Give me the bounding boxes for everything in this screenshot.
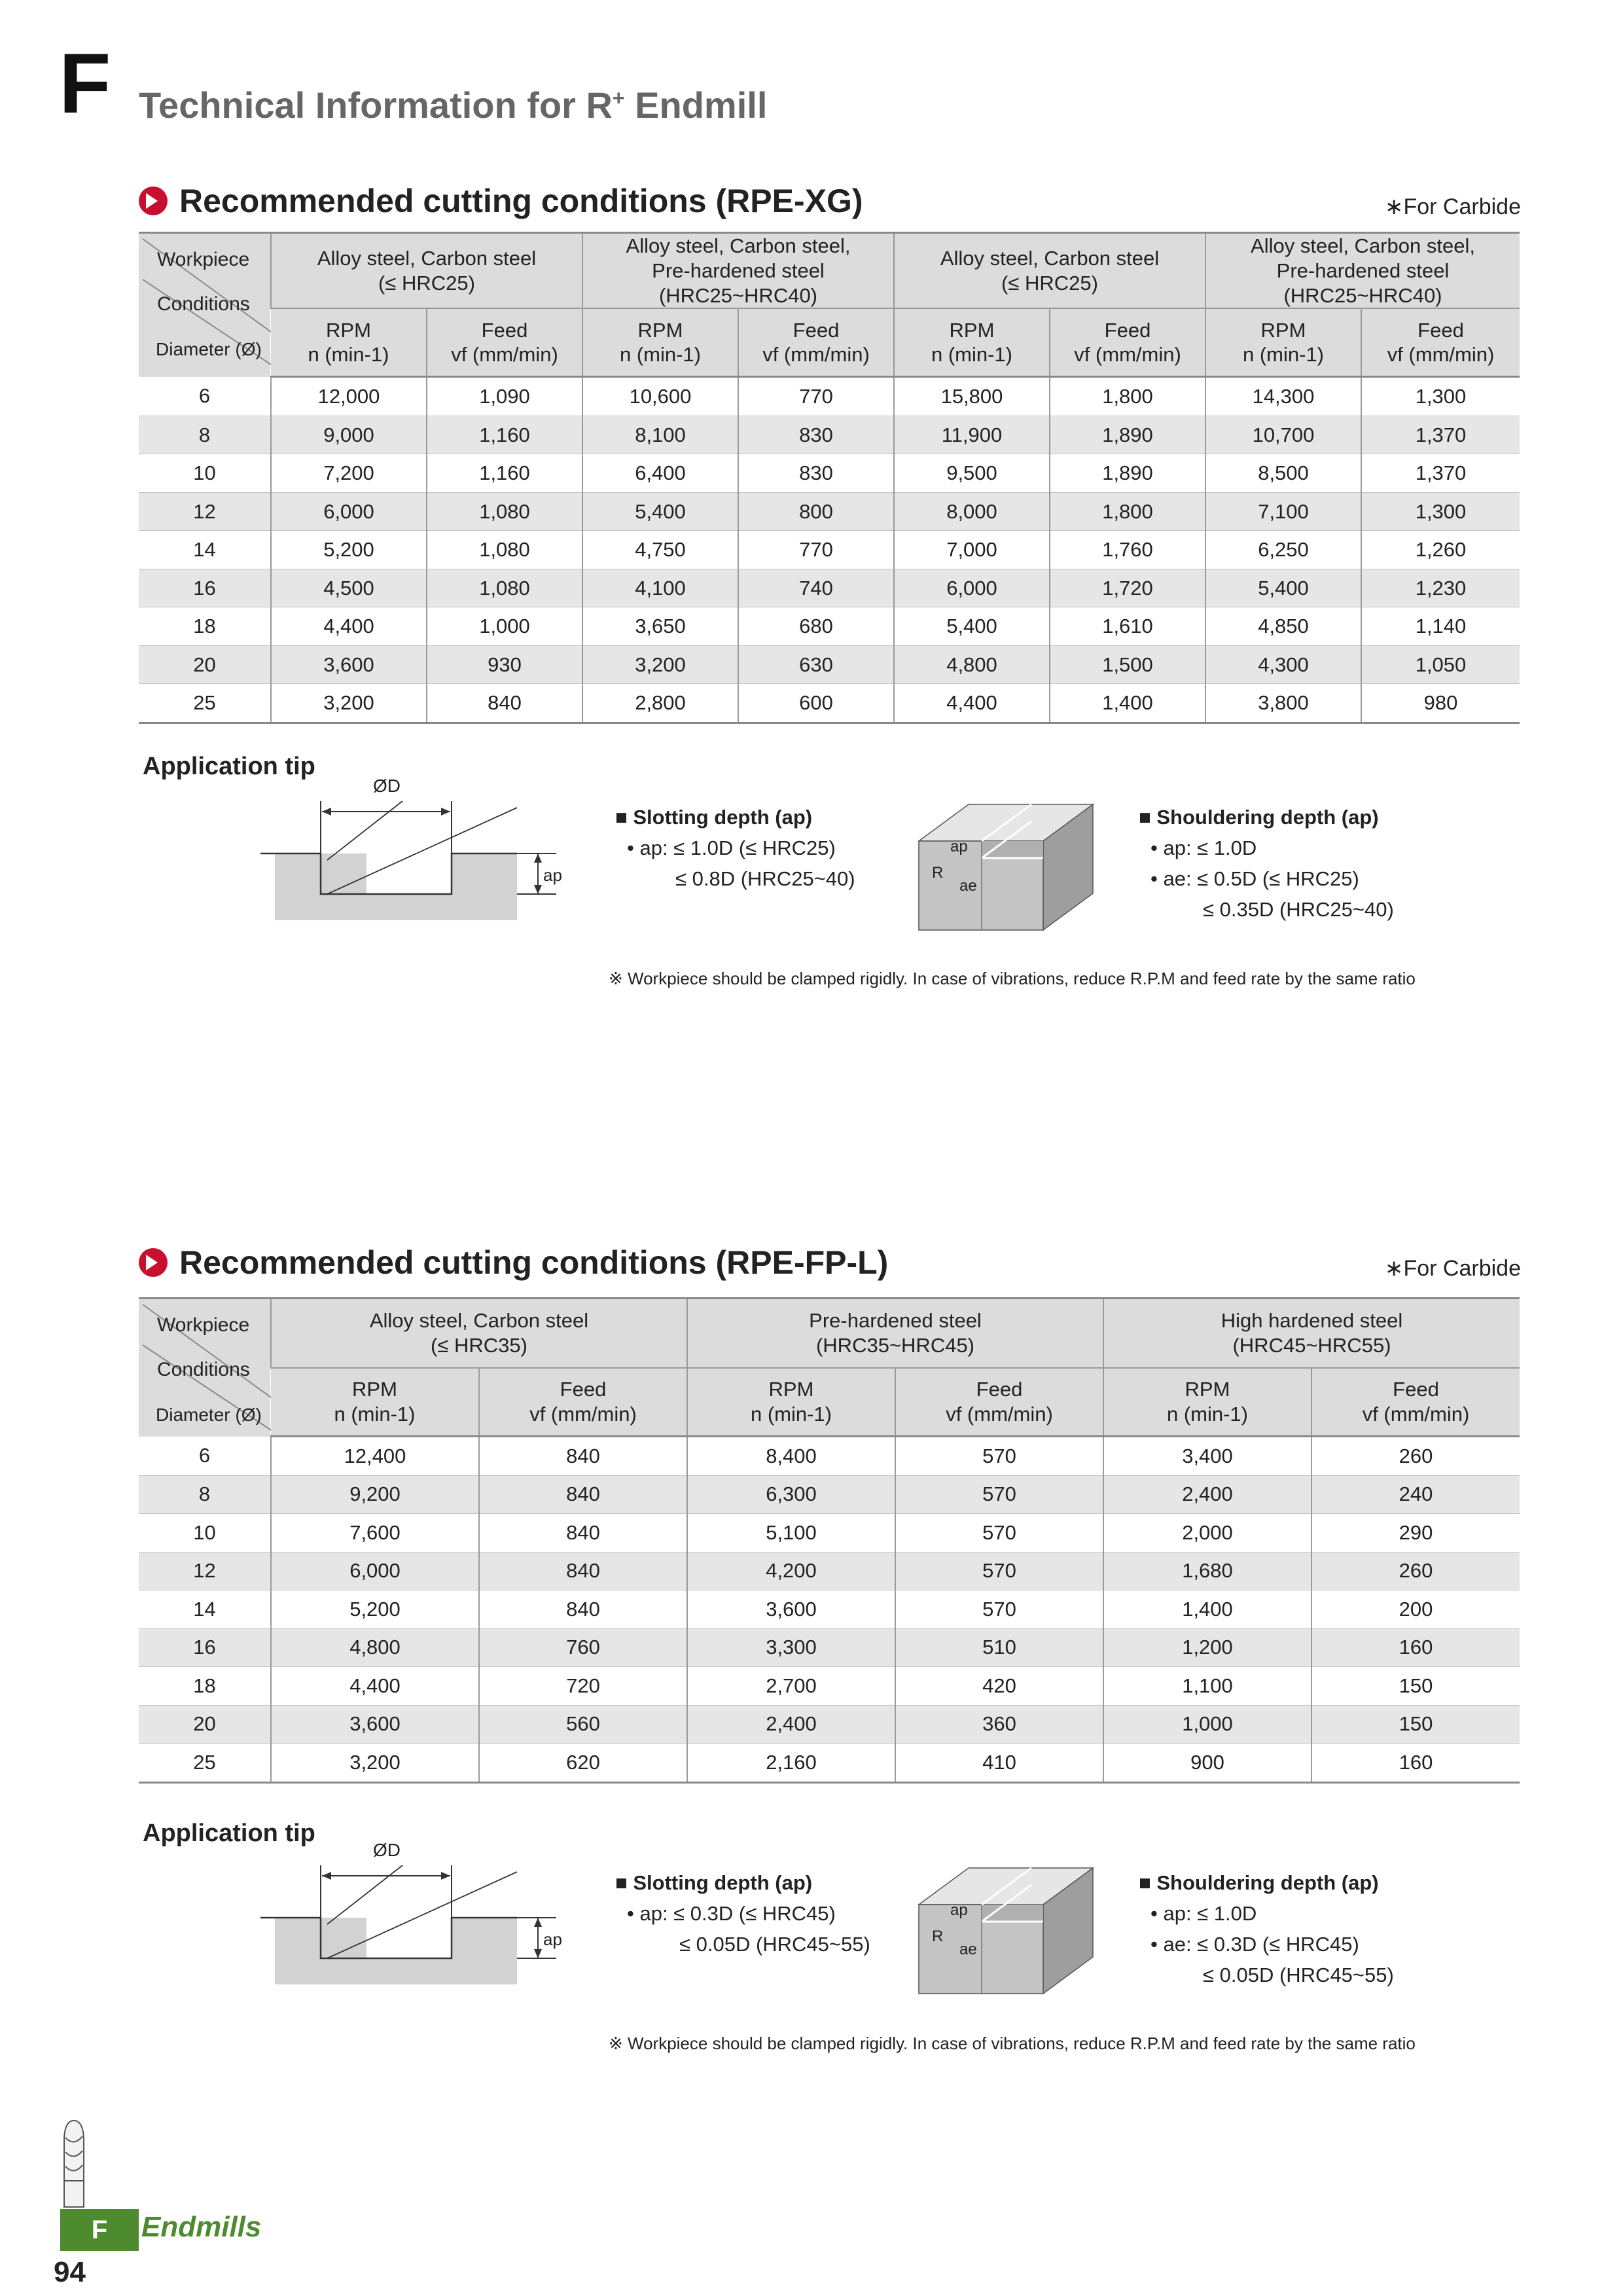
table-row bbox=[139, 607, 1520, 646]
value-cell: 1,050 bbox=[1361, 645, 1520, 684]
shouldering-line: ≤ 0.05D (HRC45~55) bbox=[1203, 1964, 1394, 1986]
value-cell: 600 bbox=[738, 684, 894, 723]
value-cell: 290 bbox=[1311, 1514, 1520, 1552]
rpm-header: RPM n (min-1) bbox=[271, 1368, 479, 1437]
cutting-conditions-table-rpe-xg bbox=[139, 232, 1520, 724]
value-cell: 15,800 bbox=[894, 377, 1050, 416]
value-cell: 150 bbox=[1311, 1667, 1520, 1706]
diameter-cell: 18 bbox=[139, 607, 271, 646]
value-cell: 1,080 bbox=[427, 492, 582, 531]
value-cell: 1,680 bbox=[1103, 1552, 1311, 1590]
value-cell: 1,140 bbox=[1361, 607, 1520, 646]
value-cell: 1,800 bbox=[1050, 377, 1205, 416]
diameter-label: Diameter (Ø) bbox=[156, 339, 262, 359]
value-cell: 4,800 bbox=[271, 1628, 479, 1667]
diameter-cell: 6 bbox=[139, 377, 271, 416]
group-header: Alloy steel, Carbon steel (≤ HRC35) bbox=[271, 1299, 687, 1369]
value-cell: 11,900 bbox=[894, 416, 1050, 454]
ae-label: ae bbox=[959, 877, 977, 895]
conditions-label: Conditions bbox=[157, 293, 250, 315]
value-cell: 1,160 bbox=[427, 454, 582, 493]
value-cell: 680 bbox=[738, 607, 894, 646]
value-cell: 6,300 bbox=[687, 1475, 895, 1514]
section-heading-rpe-xg bbox=[139, 182, 863, 220]
value-cell: 4,400 bbox=[271, 607, 427, 646]
value-cell: 740 bbox=[738, 569, 894, 607]
diameter-cell: 18 bbox=[139, 1667, 271, 1706]
conditions-label: Conditions bbox=[157, 1359, 250, 1380]
value-cell: 360 bbox=[895, 1705, 1103, 1744]
footer-category: Endmills bbox=[141, 2211, 262, 2243]
group-header: Alloy steel, Carbon steel, Pre-hardened steel (HRC25~HRC40) bbox=[1205, 233, 1520, 309]
value-cell: 1,400 bbox=[1103, 1590, 1311, 1629]
value-cell: 570 bbox=[895, 1590, 1103, 1629]
value-cell: 160 bbox=[1311, 1628, 1520, 1667]
diameter-cell: 6 bbox=[139, 1437, 271, 1476]
value-cell: 10,600 bbox=[582, 377, 738, 416]
value-cell: 9,000 bbox=[271, 416, 427, 454]
value-cell: 14,300 bbox=[1205, 377, 1361, 416]
value-cell: 260 bbox=[1311, 1552, 1520, 1590]
value-cell: 1,890 bbox=[1050, 454, 1205, 493]
ap-label: ap bbox=[543, 865, 562, 885]
ap-label: ap bbox=[950, 838, 968, 855]
page-number: 94 bbox=[54, 2256, 86, 2288]
shouldering-line: ≤ 0.35D (HRC25~40) bbox=[1203, 898, 1394, 921]
table-row bbox=[139, 1437, 1520, 1476]
feed-header: Feed vf (mm/min) bbox=[1050, 308, 1205, 377]
value-cell: 630 bbox=[738, 645, 894, 684]
value-cell: 840 bbox=[479, 1590, 687, 1629]
r-label: R bbox=[932, 864, 944, 882]
value-cell: 410 bbox=[895, 1744, 1103, 1783]
group-header: Alloy steel, Carbon steel, Pre-hardened steel (HRC25~HRC40) bbox=[582, 233, 894, 309]
group-header: Alloy steel, Carbon steel (≤ HRC25) bbox=[894, 233, 1205, 309]
ap-label: ap bbox=[950, 1901, 968, 1919]
rpm-header: RPM n (min-1) bbox=[687, 1368, 895, 1437]
diameter-cell: 16 bbox=[139, 1628, 271, 1667]
r-label: R bbox=[932, 1928, 944, 1945]
value-cell: 3,200 bbox=[271, 684, 427, 723]
feed-header: Feed vf (mm/min) bbox=[738, 308, 894, 377]
value-cell: 840 bbox=[479, 1437, 687, 1476]
value-cell: 10,700 bbox=[1205, 416, 1361, 454]
shouldering-line: • ap: ≤ 1.0D bbox=[1150, 836, 1257, 859]
diameter-cell: 8 bbox=[139, 1475, 271, 1514]
shouldering-block-diagram-1 bbox=[916, 802, 1099, 936]
value-cell: 1,760 bbox=[1050, 531, 1205, 569]
for-carbide-note: ∗For Carbide bbox=[1384, 1256, 1521, 1281]
value-cell: 840 bbox=[427, 684, 582, 723]
value-cell: 4,200 bbox=[687, 1552, 895, 1590]
table-row bbox=[139, 531, 1520, 569]
diameter-cell: 10 bbox=[139, 1514, 271, 1552]
value-cell: 560 bbox=[479, 1705, 687, 1744]
table-row bbox=[139, 1667, 1520, 1706]
group-header: High hardened steel (HRC45~HRC55) bbox=[1103, 1299, 1520, 1369]
table-row bbox=[139, 377, 1520, 416]
page-title-tail: Endmill bbox=[624, 84, 768, 126]
table-row bbox=[139, 1590, 1520, 1629]
value-cell: 240 bbox=[1311, 1475, 1520, 1514]
endmill-icon bbox=[58, 2118, 90, 2210]
value-cell: 1,160 bbox=[427, 416, 582, 454]
value-cell: 6,000 bbox=[894, 569, 1050, 607]
value-cell: 2,000 bbox=[1103, 1514, 1311, 1552]
page-title-sup: + bbox=[612, 86, 625, 110]
arrow-bullet-icon bbox=[139, 1248, 168, 1277]
diameter-cell: 10 bbox=[139, 454, 271, 493]
value-cell: 5,200 bbox=[271, 1590, 479, 1629]
value-cell: 6,000 bbox=[271, 492, 427, 531]
diameter-cell: 12 bbox=[139, 492, 271, 531]
value-cell: 5,400 bbox=[1205, 569, 1361, 607]
value-cell: 6,000 bbox=[271, 1552, 479, 1590]
value-cell: 2,400 bbox=[687, 1705, 895, 1744]
table-body bbox=[139, 377, 1520, 723]
value-cell: 830 bbox=[738, 454, 894, 493]
value-cell: 260 bbox=[1311, 1437, 1520, 1476]
table-row bbox=[139, 1744, 1520, 1783]
value-cell: 2,800 bbox=[582, 684, 738, 723]
value-cell: 1,500 bbox=[1050, 645, 1205, 684]
table-row bbox=[139, 1514, 1520, 1552]
shouldering-heading: ■ Shouldering depth (ap) bbox=[1139, 1871, 1379, 1894]
shouldering-block-diagram-2 bbox=[916, 1865, 1099, 2000]
value-cell: 12,400 bbox=[271, 1437, 479, 1476]
table-row bbox=[139, 1552, 1520, 1590]
value-cell: 3,800 bbox=[1205, 684, 1361, 723]
table-corner-header bbox=[139, 1299, 271, 1437]
value-cell: 900 bbox=[1103, 1744, 1311, 1783]
table-body bbox=[139, 1437, 1520, 1783]
table-row bbox=[139, 454, 1520, 493]
value-cell: 5,400 bbox=[582, 492, 738, 531]
application-tip-title: Application tip bbox=[143, 1820, 315, 1847]
value-cell: 570 bbox=[895, 1552, 1103, 1590]
value-cell: 1,370 bbox=[1361, 416, 1520, 454]
diameter-cell: 25 bbox=[139, 1744, 271, 1783]
value-cell: 420 bbox=[895, 1667, 1103, 1706]
value-cell: 3,600 bbox=[271, 1705, 479, 1744]
table-row bbox=[139, 1628, 1520, 1667]
value-cell: 1,080 bbox=[427, 531, 582, 569]
value-cell: 3,200 bbox=[271, 1744, 479, 1783]
slotting-line: ≤ 0.05D (HRC45~55) bbox=[679, 1933, 870, 1956]
ae-label: ae bbox=[959, 1941, 977, 1958]
shouldering-tip-1 bbox=[1139, 802, 1394, 925]
value-cell: 7,100 bbox=[1205, 492, 1361, 531]
value-cell: 570 bbox=[895, 1514, 1103, 1552]
value-cell: 4,100 bbox=[582, 569, 738, 607]
slotting-tip-1 bbox=[615, 802, 855, 894]
value-cell: 570 bbox=[895, 1475, 1103, 1514]
value-cell: 1,610 bbox=[1050, 607, 1205, 646]
slotting-line: • ap: ≤ 1.0D (≤ HRC25) bbox=[627, 836, 836, 859]
value-cell: 6,250 bbox=[1205, 531, 1361, 569]
diameter-label: Diameter (Ø) bbox=[156, 1405, 262, 1425]
diameter-cell: 8 bbox=[139, 416, 271, 454]
feed-header: Feed vf (mm/min) bbox=[427, 308, 582, 377]
arrow-bullet-icon bbox=[139, 187, 168, 215]
for-carbide-note: ∗For Carbide bbox=[1384, 194, 1521, 219]
value-cell: 840 bbox=[479, 1475, 687, 1514]
table-corner-header bbox=[139, 233, 271, 377]
diameter-cell: 14 bbox=[139, 1590, 271, 1629]
shouldering-heading: ■ Shouldering depth (ap) bbox=[1139, 806, 1379, 829]
workpiece-label: Workpiece bbox=[157, 1314, 250, 1336]
page-title bbox=[139, 84, 767, 126]
section-letter: F bbox=[59, 35, 111, 131]
value-cell: 930 bbox=[427, 645, 582, 684]
slotting-line: ≤ 0.8D (HRC25~40) bbox=[675, 867, 855, 890]
ap-label: ap bbox=[543, 1929, 562, 1949]
value-cell: 9,500 bbox=[894, 454, 1050, 493]
value-cell: 1,080 bbox=[427, 569, 582, 607]
slot-diagram-2 bbox=[255, 1839, 576, 2004]
value-cell: 8,000 bbox=[894, 492, 1050, 531]
diameter-label: ØD bbox=[373, 776, 401, 796]
value-cell: 770 bbox=[738, 377, 894, 416]
value-cell: 4,850 bbox=[1205, 607, 1361, 646]
value-cell: 3,600 bbox=[687, 1590, 895, 1629]
rpm-header: RPM n (min-1) bbox=[271, 308, 427, 377]
value-cell: 4,300 bbox=[1205, 645, 1361, 684]
value-cell: 830 bbox=[738, 416, 894, 454]
diameter-label: ØD bbox=[373, 1840, 401, 1860]
table-row bbox=[139, 684, 1520, 723]
value-cell: 1,000 bbox=[427, 607, 582, 646]
slotting-line: • ap: ≤ 0.3D (≤ HRC45) bbox=[627, 1902, 836, 1925]
value-cell: 9,200 bbox=[271, 1475, 479, 1514]
section-heading-rpe-fp-l bbox=[139, 1244, 888, 1282]
shouldering-line: • ap: ≤ 1.0D bbox=[1150, 1902, 1257, 1925]
value-cell: 160 bbox=[1311, 1744, 1520, 1783]
clamping-note-1: ※ Workpiece should be clamped rigidly. In case of vibrations, reduce R.P.M and feed rate by the same ratio bbox=[609, 969, 1416, 988]
diameter-cell: 25 bbox=[139, 684, 271, 723]
feed-header: Feed vf (mm/min) bbox=[1311, 1368, 1520, 1437]
slotting-heading: ■ Slotting depth (ap) bbox=[615, 1871, 813, 1894]
group-header: Pre-hardened steel (HRC35~HRC45) bbox=[687, 1299, 1103, 1369]
table-row bbox=[139, 492, 1520, 531]
value-cell: 800 bbox=[738, 492, 894, 531]
slot-diagram-1 bbox=[255, 775, 576, 940]
value-cell: 7,600 bbox=[271, 1514, 479, 1552]
value-cell: 8,400 bbox=[687, 1437, 895, 1476]
workpiece-label: Workpiece bbox=[157, 249, 250, 270]
value-cell: 720 bbox=[479, 1667, 687, 1706]
value-cell: 8,100 bbox=[582, 416, 738, 454]
value-cell: 1,100 bbox=[1103, 1667, 1311, 1706]
value-cell: 5,200 bbox=[271, 531, 427, 569]
value-cell: 4,800 bbox=[894, 645, 1050, 684]
group-header: Alloy steel, Carbon steel (≤ HRC25) bbox=[271, 233, 582, 309]
value-cell: 2,400 bbox=[1103, 1475, 1311, 1514]
value-cell: 1,000 bbox=[1103, 1705, 1311, 1744]
value-cell: 2,160 bbox=[687, 1744, 895, 1783]
feed-header: Feed vf (mm/min) bbox=[479, 1368, 687, 1437]
shouldering-line: • ae: ≤ 0.5D (≤ HRC25) bbox=[1150, 867, 1359, 890]
value-cell: 150 bbox=[1311, 1705, 1520, 1744]
value-cell: 6,400 bbox=[582, 454, 738, 493]
cutting-conditions-table-rpe-fp-l bbox=[139, 1297, 1520, 1784]
value-cell: 5,100 bbox=[687, 1514, 895, 1552]
table-row bbox=[139, 1705, 1520, 1744]
value-cell: 1,720 bbox=[1050, 569, 1205, 607]
value-cell: 1,260 bbox=[1361, 531, 1520, 569]
rpm-header: RPM n (min-1) bbox=[1103, 1368, 1311, 1437]
rpm-header: RPM n (min-1) bbox=[582, 308, 738, 377]
value-cell: 4,400 bbox=[894, 684, 1050, 723]
section-heading-text: Recommended cutting conditions (RPE-XG) bbox=[179, 183, 863, 219]
clamping-note-2: ※ Workpiece should be clamped rigidly. In case of vibrations, reduce R.P.M and feed rate by the same ratio bbox=[609, 2034, 1416, 2053]
application-tip-title: Application tip bbox=[143, 753, 315, 780]
table-row bbox=[139, 569, 1520, 607]
value-cell: 200 bbox=[1311, 1590, 1520, 1629]
value-cell: 3,200 bbox=[582, 645, 738, 684]
value-cell: 3,300 bbox=[687, 1628, 895, 1667]
value-cell: 570 bbox=[895, 1437, 1103, 1476]
value-cell: 1,090 bbox=[427, 377, 582, 416]
slotting-tip-2 bbox=[615, 1867, 870, 1960]
shouldering-line: • ae: ≤ 0.3D (≤ HRC45) bbox=[1150, 1933, 1359, 1956]
value-cell: 1,370 bbox=[1361, 454, 1520, 493]
value-cell: 840 bbox=[479, 1552, 687, 1590]
value-cell: 2,700 bbox=[687, 1667, 895, 1706]
value-cell: 1,300 bbox=[1361, 492, 1520, 531]
table-row bbox=[139, 416, 1520, 454]
value-cell: 3,400 bbox=[1103, 1437, 1311, 1476]
table-row bbox=[139, 645, 1520, 684]
rpm-header: RPM n (min-1) bbox=[1205, 308, 1361, 377]
value-cell: 1,800 bbox=[1050, 492, 1205, 531]
section-tab: F bbox=[60, 2209, 139, 2251]
section-heading-text: Recommended cutting conditions (RPE-FP-L) bbox=[179, 1244, 889, 1281]
value-cell: 1,400 bbox=[1050, 684, 1205, 723]
slotting-heading: ■ Slotting depth (ap) bbox=[615, 806, 813, 829]
value-cell: 1,300 bbox=[1361, 377, 1520, 416]
value-cell: 510 bbox=[895, 1628, 1103, 1667]
shouldering-tip-2 bbox=[1139, 1867, 1394, 1990]
value-cell: 5,400 bbox=[894, 607, 1050, 646]
value-cell: 3,650 bbox=[582, 607, 738, 646]
value-cell: 8,500 bbox=[1205, 454, 1361, 493]
value-cell: 12,000 bbox=[271, 377, 427, 416]
value-cell: 7,000 bbox=[894, 531, 1050, 569]
value-cell: 1,890 bbox=[1050, 416, 1205, 454]
diameter-cell: 14 bbox=[139, 531, 271, 569]
diameter-cell: 16 bbox=[139, 569, 271, 607]
value-cell: 7,200 bbox=[271, 454, 427, 493]
value-cell: 3,600 bbox=[271, 645, 427, 684]
diameter-cell: 12 bbox=[139, 1552, 271, 1590]
feed-header: Feed vf (mm/min) bbox=[1361, 308, 1520, 377]
value-cell: 770 bbox=[738, 531, 894, 569]
value-cell: 620 bbox=[479, 1744, 687, 1783]
value-cell: 4,400 bbox=[271, 1667, 479, 1706]
value-cell: 4,500 bbox=[271, 569, 427, 607]
page-title-main: Technical Information for R bbox=[139, 84, 613, 126]
feed-header: Feed vf (mm/min) bbox=[895, 1368, 1103, 1437]
rpm-header: RPM n (min-1) bbox=[894, 308, 1050, 377]
value-cell: 840 bbox=[479, 1514, 687, 1552]
diameter-cell: 20 bbox=[139, 645, 271, 684]
value-cell: 1,200 bbox=[1103, 1628, 1311, 1667]
diameter-cell: 20 bbox=[139, 1705, 271, 1744]
value-cell: 760 bbox=[479, 1628, 687, 1667]
table-row bbox=[139, 1475, 1520, 1514]
value-cell: 980 bbox=[1361, 684, 1520, 723]
value-cell: 1,230 bbox=[1361, 569, 1520, 607]
value-cell: 4,750 bbox=[582, 531, 738, 569]
